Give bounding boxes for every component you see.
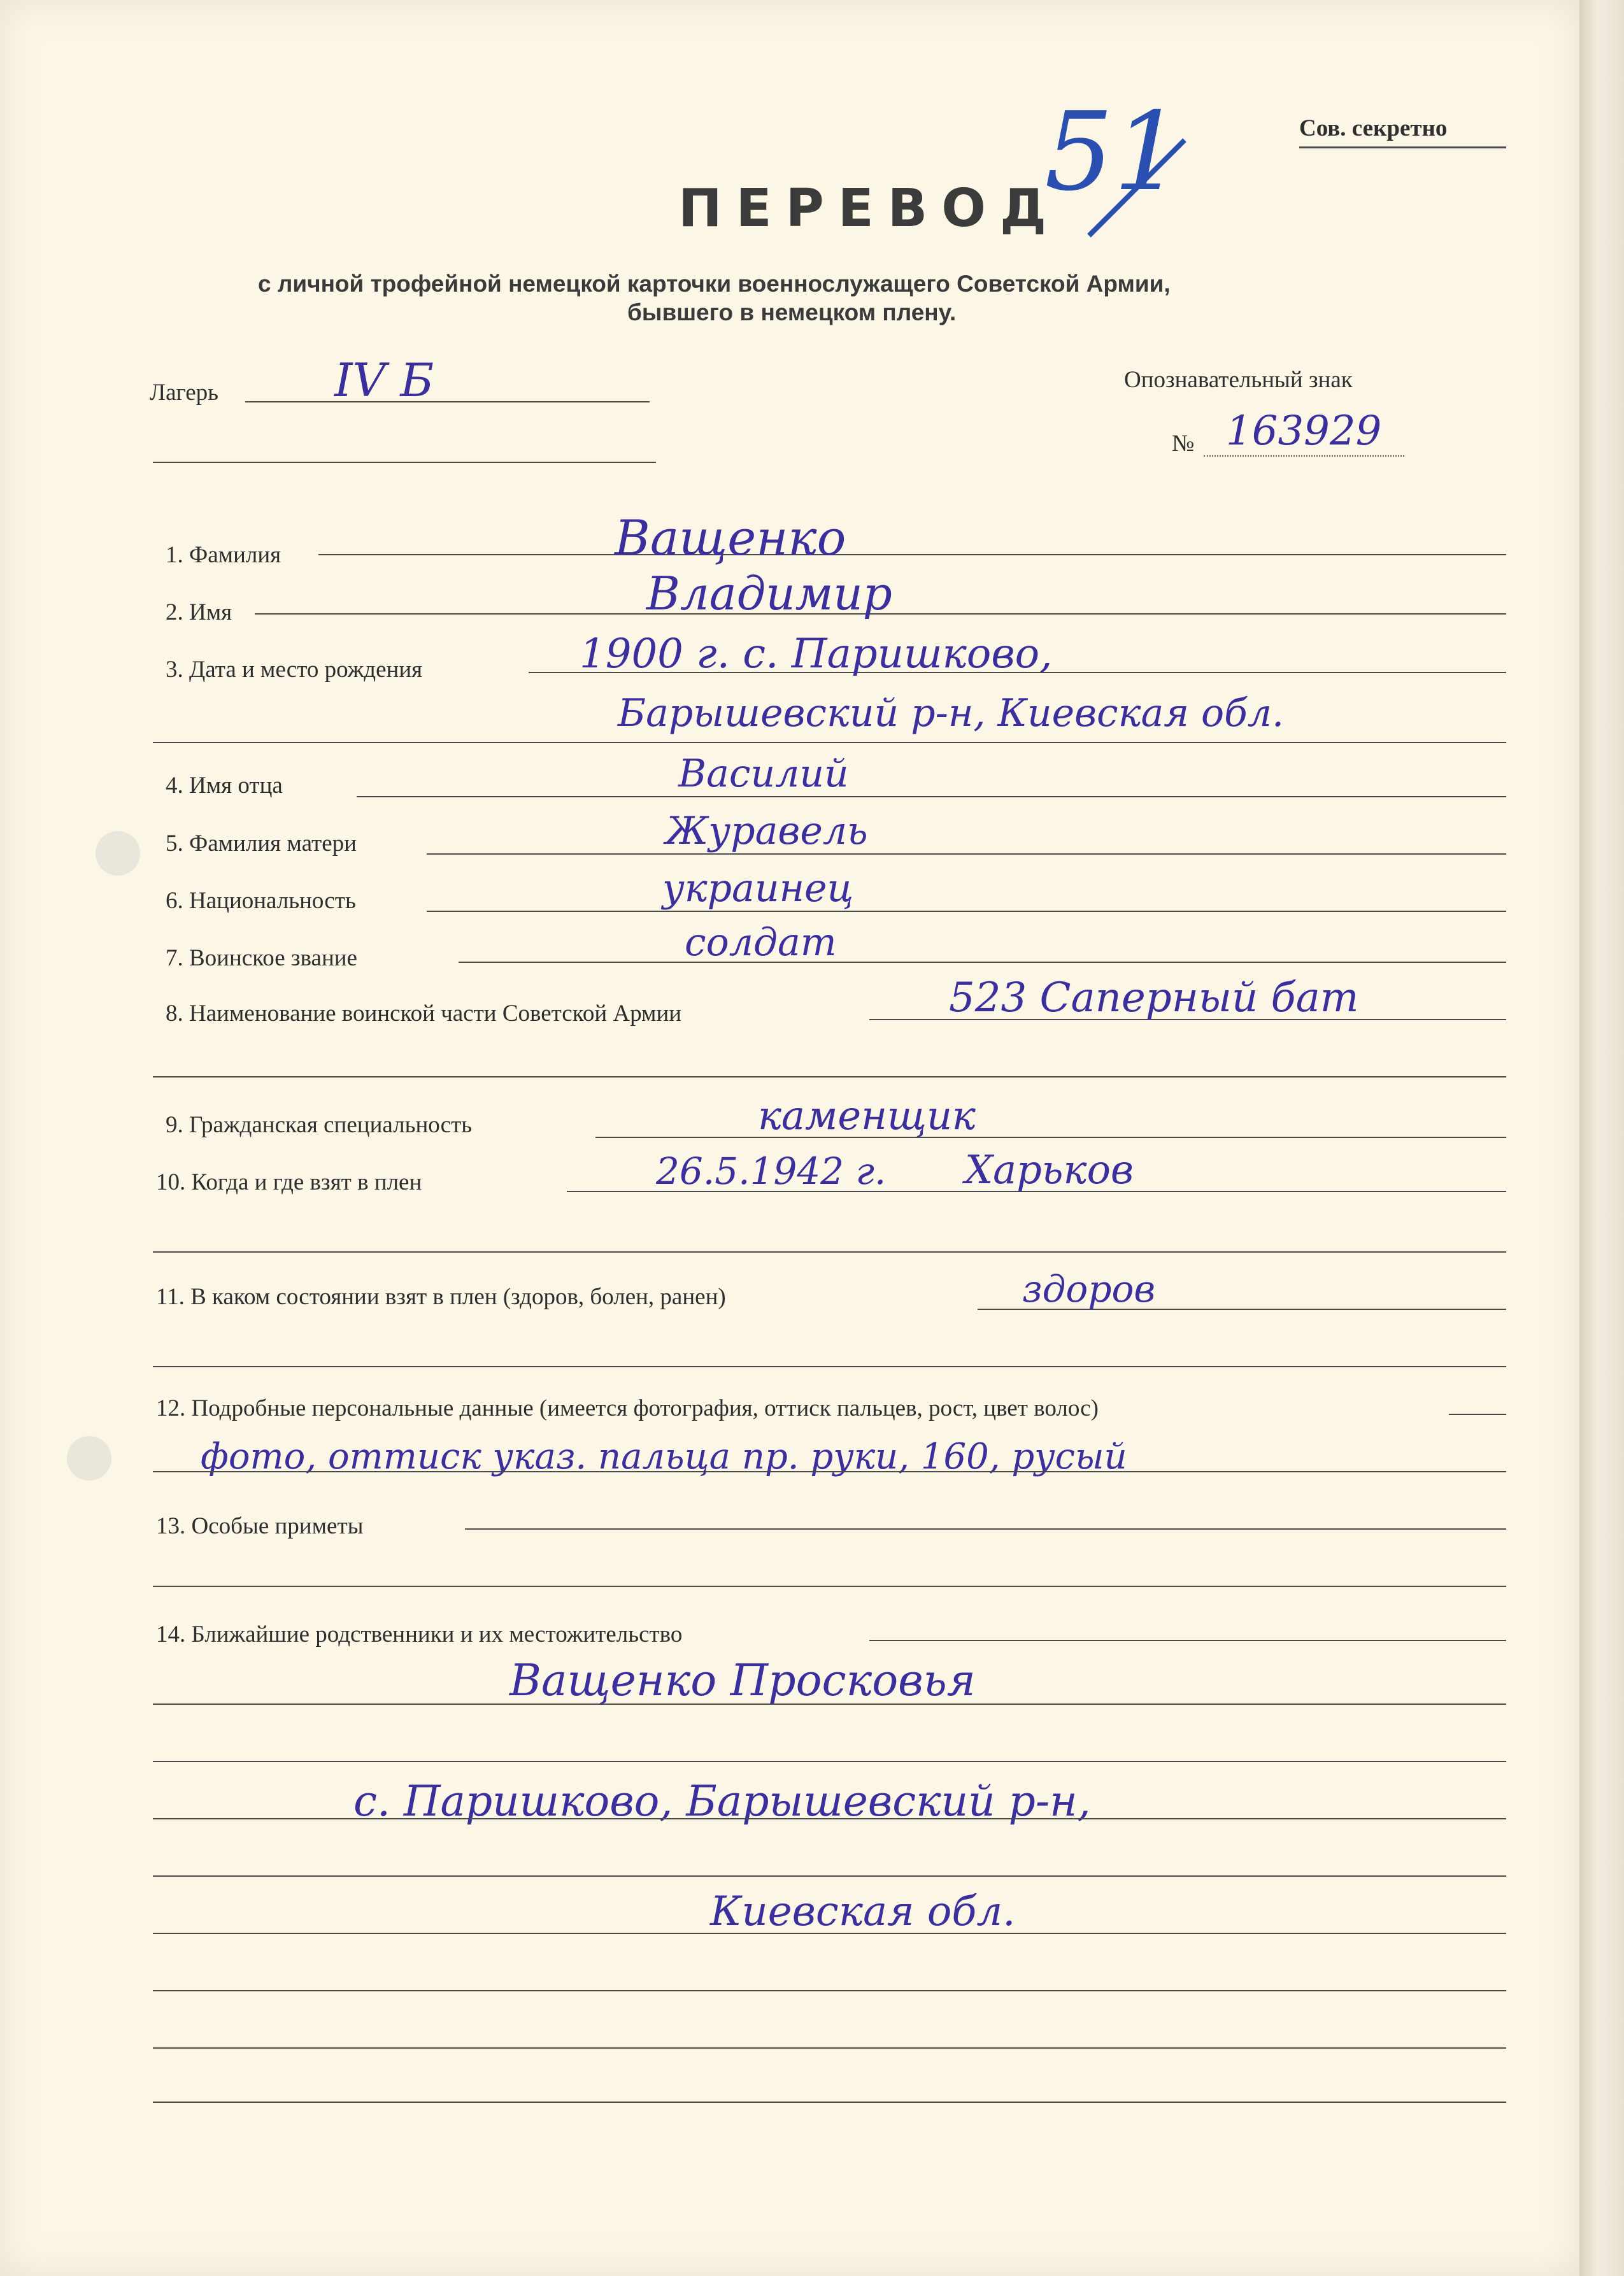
condition-value: здоров xyxy=(1022,1267,1156,1311)
subtitle-line-2: бывшего в немецком плену. xyxy=(627,299,957,325)
relatives-value-2: с. Паришково, Барышевский р-н, xyxy=(353,1777,1091,1826)
personal-line-2 xyxy=(153,1471,1506,1472)
name-value: Владимир xyxy=(646,567,892,620)
relatives-line-9 xyxy=(153,2102,1506,2103)
camp-label: Лагерь xyxy=(150,380,219,406)
birth-line-2 xyxy=(153,742,1506,743)
captured-label: 10. Когда и где взят в плен xyxy=(156,1169,422,1195)
rank-label: 7. Воинское звание xyxy=(166,945,357,971)
profession-label: 9. Гражданская специальность xyxy=(166,1112,473,1138)
personal-line-1 xyxy=(1449,1414,1506,1415)
captured-line-2 xyxy=(153,1251,1506,1253)
marks-line-2 xyxy=(153,1586,1506,1587)
camp-line xyxy=(245,401,650,402)
relatives-line-1 xyxy=(869,1640,1506,1641)
secrecy-stamp: Сов. секретно xyxy=(1299,115,1448,141)
condition-label: 11. В каком состоянии взят в плен (здоров, болен, ранен) xyxy=(156,1284,726,1310)
relatives-line-5 xyxy=(153,1875,1506,1877)
relatives-line-3 xyxy=(153,1761,1506,1762)
id-mark-value: 163929 xyxy=(1226,408,1382,455)
page-edge xyxy=(1579,0,1624,2276)
relatives-line-6 xyxy=(153,1933,1506,1934)
page-title: ПЕРЕВОД xyxy=(678,178,1060,239)
mother-line xyxy=(427,853,1506,855)
relatives-label: 14. Ближайшие родственники и их местожительство xyxy=(156,1621,683,1647)
captured-place: Харьков xyxy=(965,1146,1134,1193)
relatives-line-8 xyxy=(153,2047,1506,2049)
mother-value: Журавель xyxy=(666,809,868,853)
unit-label: 8. Наименование воинской части Советской Армии xyxy=(166,1000,682,1027)
punch-hole xyxy=(67,1436,111,1481)
relatives-line-7 xyxy=(153,1990,1506,1991)
nationality-value: украинец xyxy=(662,866,854,911)
birth-label: 3. Дата и место рождения xyxy=(166,657,423,683)
birth-value-1: 1900 г. с. Паришково, xyxy=(580,630,1053,678)
surname-label: 1. Фамилия xyxy=(166,542,281,568)
marks-line-1 xyxy=(465,1528,1506,1530)
handwritten-file-number: 51 xyxy=(1044,89,1183,215)
unit-line-2 xyxy=(153,1076,1506,1078)
relatives-line-2 xyxy=(153,1703,1506,1705)
checkmark-slash xyxy=(1083,134,1191,242)
father-value: Василий xyxy=(678,751,849,796)
relatives-value-3: Киевская обл. xyxy=(710,1888,1016,1935)
relatives-value-1: Ващенко Просковья xyxy=(509,1656,976,1706)
birth-value-2: Барышевский р-н, Киевская обл. xyxy=(618,691,1285,736)
punch-hole xyxy=(96,831,140,876)
personal-value: фото, оттиск указ. пальца пр. руки, 160, русый xyxy=(201,1436,1127,1477)
surname-value: Ващенко xyxy=(615,509,846,566)
subtitle-line-1: с личной трофейной немецкой карточки военнослужащего Советской Армии, xyxy=(258,271,1171,297)
nationality-label: 6. Национальность xyxy=(166,888,356,914)
id-mark-line xyxy=(1204,455,1404,457)
camp-value: IV Б xyxy=(334,353,434,407)
name-label: 2. Имя xyxy=(166,599,232,625)
mother-label: 5. Фамилия матери xyxy=(166,830,357,857)
captured-date: 26.5.1942 г. xyxy=(656,1149,887,1193)
secrecy-underline xyxy=(1299,146,1506,148)
profession-line xyxy=(595,1137,1506,1138)
rank-line xyxy=(459,962,1506,963)
father-label: 4. Имя отца xyxy=(166,772,283,799)
relatives-line-4 xyxy=(153,1818,1506,1819)
surname-line xyxy=(318,554,1506,555)
camp-second-line xyxy=(153,462,656,463)
marks-label: 13. Особые приметы xyxy=(156,1513,364,1539)
personal-label: 12. Подробные персональные данные (имеется фотография, оттиск пальцев, рост, цвет волос) xyxy=(156,1395,1099,1421)
unit-value: 523 Саперный бат xyxy=(949,974,1359,1021)
nationality-line xyxy=(427,911,1506,912)
father-line xyxy=(357,796,1506,797)
id-mark-label: Опознавательный знак xyxy=(1124,367,1353,393)
condition-line-2 xyxy=(153,1366,1506,1367)
profession-value: каменщик xyxy=(758,1092,976,1139)
id-mark-number-prefix: № xyxy=(1172,430,1195,457)
rank-value: солдат xyxy=(685,920,837,965)
